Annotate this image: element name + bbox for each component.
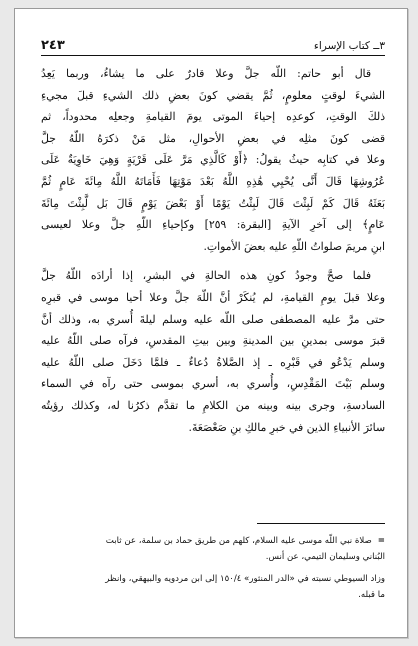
book-page bbox=[14, 8, 408, 638]
text-line: وعلا في كتابِه حيثُ يقولُ: ﴿أَوْ كَالَّذِي مَرَّ عَلَى قَرْيَةٍ وَهِيَ خَاوِيَةٌ عَلَى bbox=[41, 153, 385, 167]
running-title: ٣ــ كتاب الإسراء bbox=[313, 40, 385, 52]
text-line: عَامٍ﴾ إلى آخرِ الآيةِ [البقرة: ٢٥٩] وكإحياءِ اللّهِ جلَّ وعلا لعيسى bbox=[41, 218, 385, 232]
text-line: وسلم بَيْتَ المَقْدِسِ، وأُسري به، أسري بموسى حتى رآه في السماء bbox=[41, 377, 385, 391]
quran-verse-line: بَعَثَهُ قَالَ كَمْ لَبِثْتَ قَالَ لَبِثْتُ يَوْمًا أَوْ بَعْضَ يَوْمٍ قَالَ بَل لَّبِثْتَ مِائَةَ bbox=[41, 196, 385, 210]
paragraph-gap bbox=[41, 257, 385, 265]
footnote-line: وزاد السيوطي نسبته في «الدر المنثور» ١٥٠/٤ إلى ابن مردويه والبيهقي، وانظر bbox=[105, 574, 385, 584]
main-text bbox=[41, 63, 385, 438]
page-header bbox=[41, 35, 385, 53]
text-line: ابنِ مريمَ صلواتُ اللّهِ عليه بعضَ الأمواتِ. bbox=[203, 239, 385, 253]
text-line: فلما صحَّ وجودُ كونِ هذه الحالةِ في البشرِ، إذا أرادَه اللّهُ جلَّ bbox=[41, 269, 371, 283]
page-number: ٢٤٣ bbox=[41, 38, 65, 53]
footnote-line: البُناني وسليمان التيمي، عن أنس. bbox=[265, 552, 385, 562]
footnote-separator bbox=[257, 523, 385, 524]
text-line: الشيءَ لوقتٍ معلومٍ، ثُمَّ يقضي كونَ بعضِ ذلك الشيءِ قبلَ مجيءِ bbox=[41, 88, 385, 102]
footnotes bbox=[41, 533, 385, 603]
text-line: ذلكَ الوقتِ، كوعدِه إحياءَ الموتى يومَ القيامةِ وجعلِه محدوداً، ثم bbox=[41, 110, 385, 124]
header-rule bbox=[41, 55, 385, 56]
text-line: قال أبو حاتم: اللّه جلَّ وعلا قادرٌ على ما يشاءُ، وربما يَعِدُ bbox=[41, 67, 371, 80]
text-line: سائرَ الأنبياءِ الذين في خبرِ مالكِ بنِ صَعْصَعَةَ. bbox=[188, 420, 385, 434]
footnote-line: ما قبله. bbox=[358, 590, 385, 600]
footnote-text: صلاة نبي اللّه موسى عليه السلام، كلهم من طريق حماد بن سلمة، عن ثابت bbox=[105, 536, 372, 546]
footnote-continuation-marker: = bbox=[377, 536, 385, 546]
text-line: قضى كونَ مثلِه في بعضِ الأحوالِ، مثل مَنْ ذكرَهُ اللّهُ جلَّ bbox=[41, 131, 385, 145]
text-line: قبرَ موسى بمدينِ بين المدينةِ وبين بيتِ المقدسِ، فرآه صلى اللّهُ عليه bbox=[41, 334, 385, 348]
footnote-line bbox=[41, 533, 385, 549]
quran-verse-line: عُرُوشِهَا قَالَ أَنَّى يُحْيِي هَٰذِهِ اللَّهُ بَعْدَ مَوْتِهَا فَأَمَاتَهُ اللَّهُ مِائَةَ عَامٍ ثُمَّ bbox=[41, 174, 385, 188]
text-line: السادسةِ، وجرى بينه وبينه من الكلامِ ما تقدَّم ذكرُنا له، وكذلك رؤيتُه bbox=[41, 398, 385, 412]
text-line: وعلا قبلَ يومِ القيامةِ، لم يُنكَرْ أنَّ اللّهَ جلَّ وعلا أحيا موسى في قبرِه bbox=[41, 290, 385, 304]
text-line: حتى مرَّ عليه المصطفى صلى اللّه عليه وسلم ليلةَ أُسري به، وذلك أنَّ bbox=[41, 312, 385, 326]
text-line: وسلم يَدْعُو في قَبْرِه ـ إذ الصَّلاةُ دُعاءٌ ـ فلمَّا دَخَلَ صلى اللّهُ عليه bbox=[41, 355, 385, 369]
